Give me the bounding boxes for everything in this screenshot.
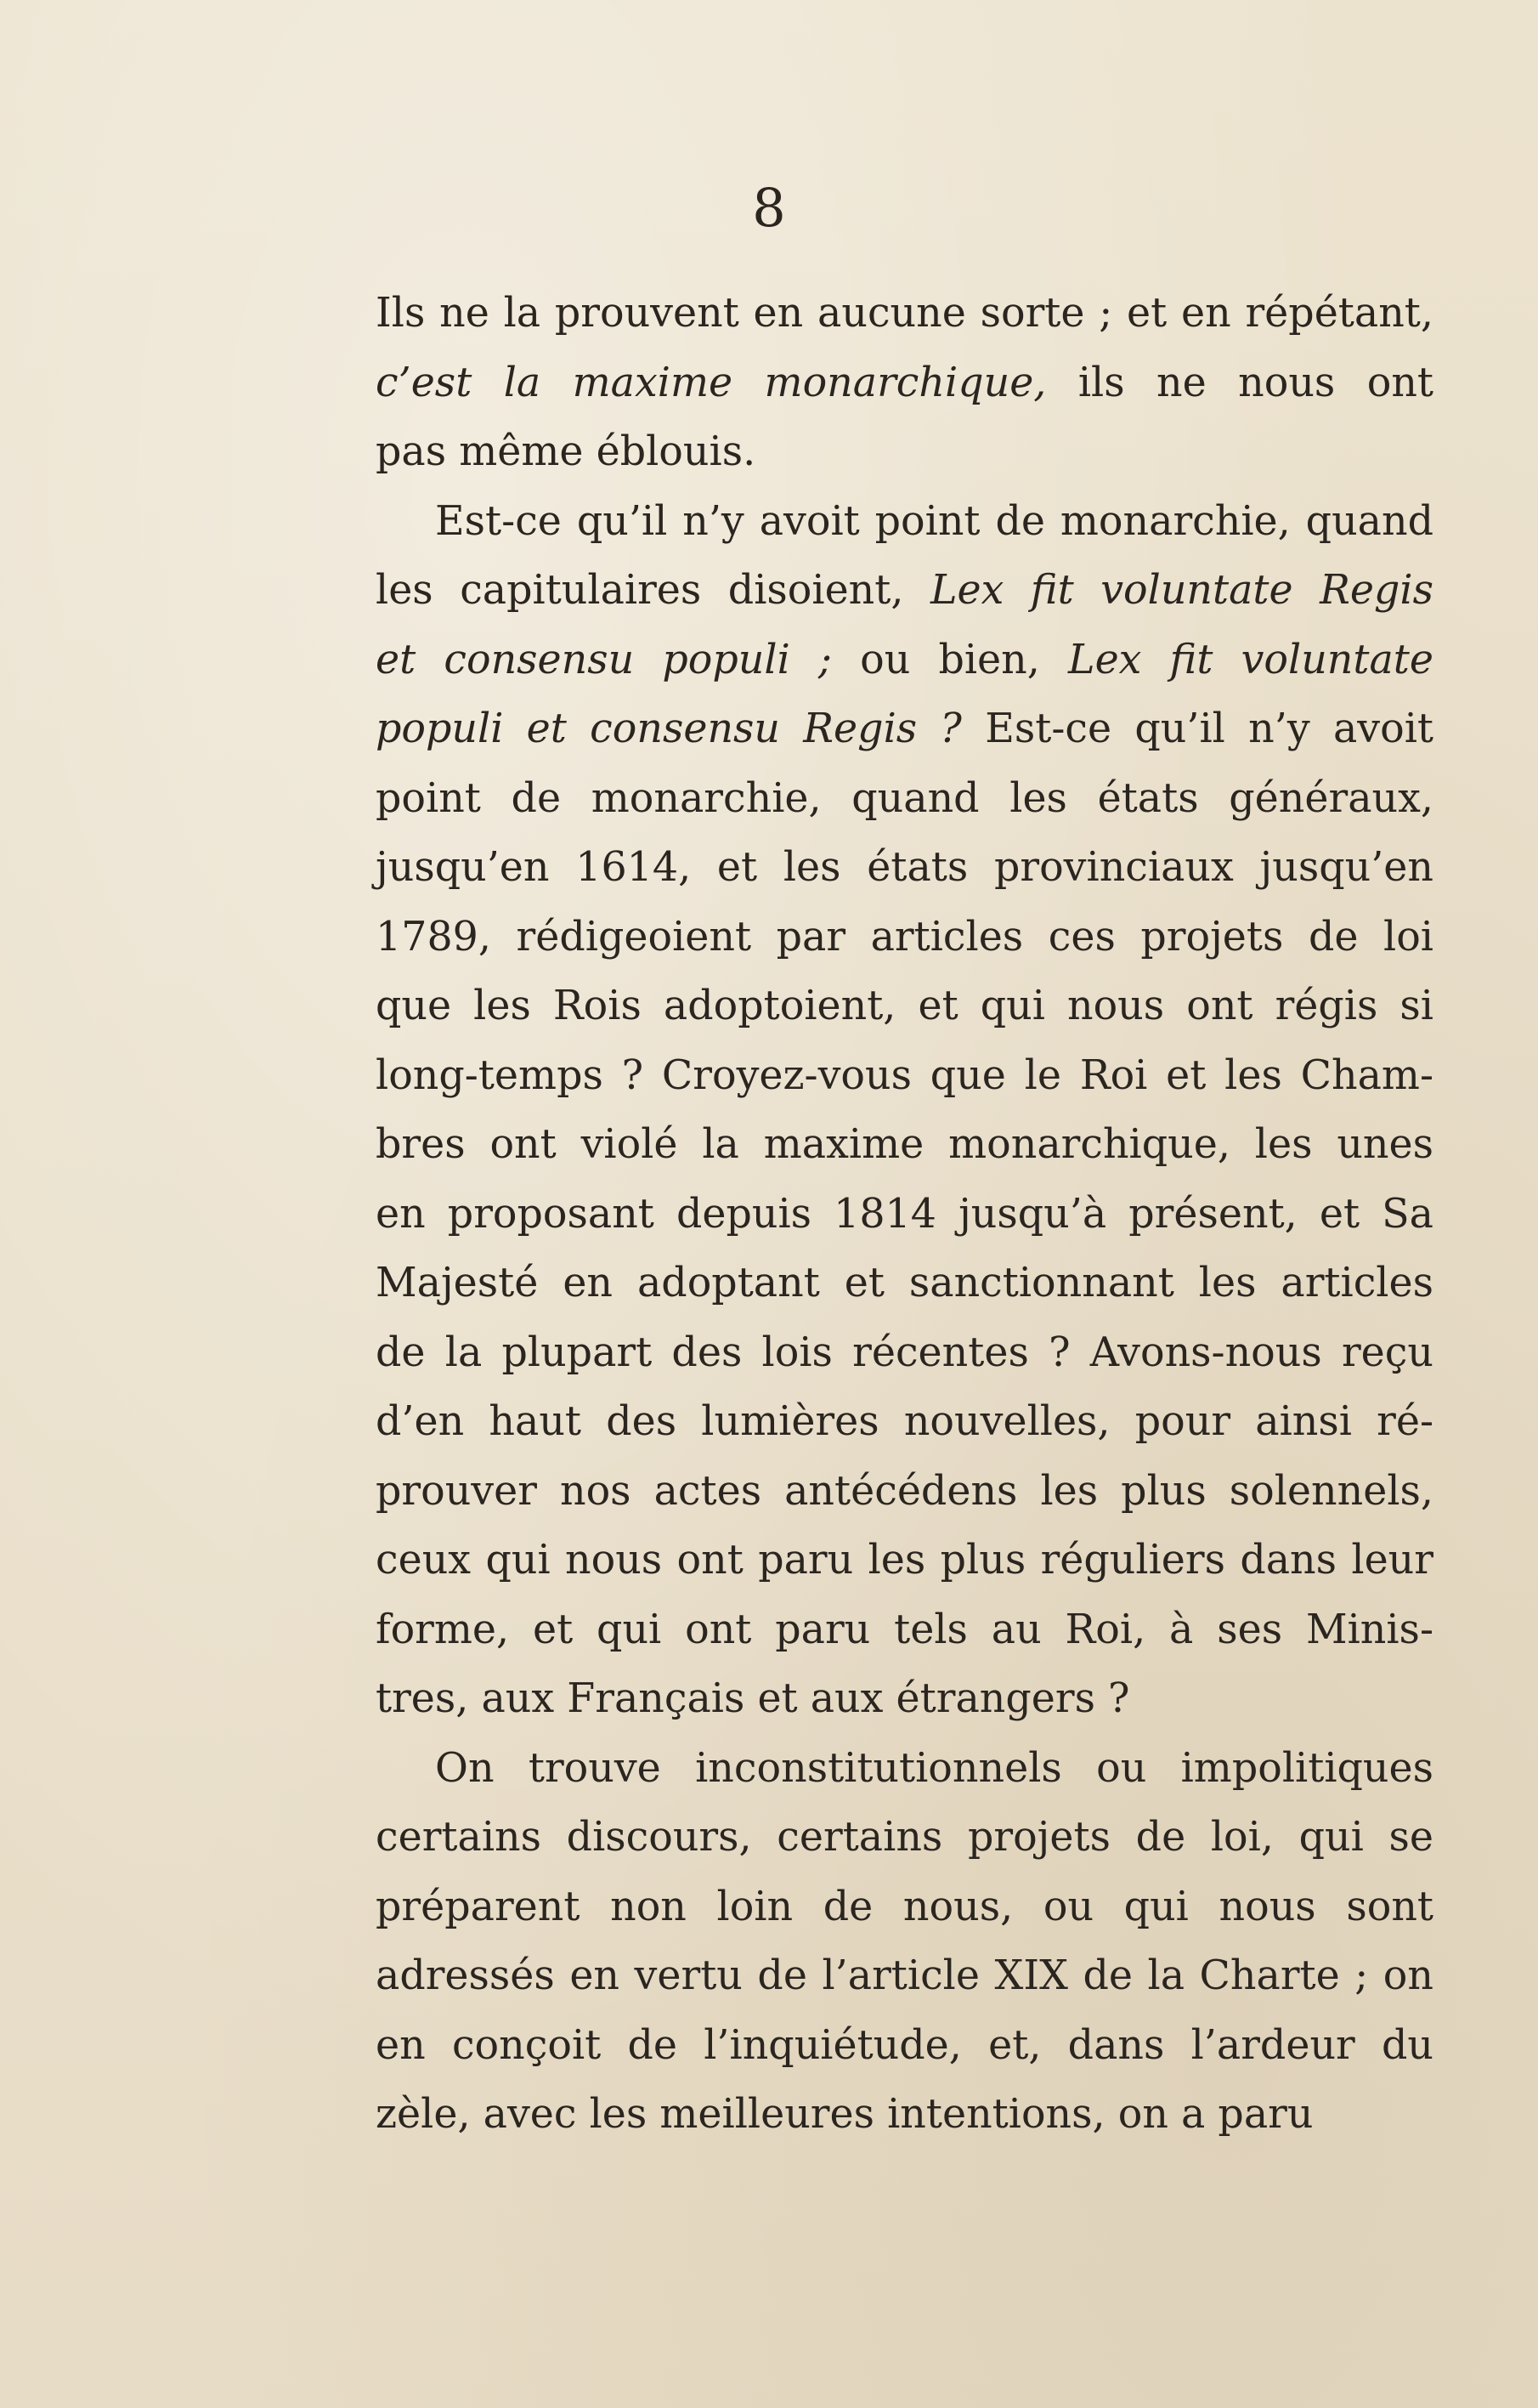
text-segment: On trouve inconstitutionnels ou impolitiques	[435, 1744, 1433, 1792]
text-segment: Est-ce qu’il n’y avoit	[961, 705, 1433, 752]
text-segment: adressés en vertu de l’article XIX de la Charte ; on	[376, 1952, 1433, 1999]
text-segment: certains discours, certains projets de loi, qui se	[376, 1814, 1433, 1861]
text-segment: les capitulaires disoient,	[376, 567, 930, 614]
text-segment: forme, et qui ont paru tels au Roi, à ses Minis-	[376, 1606, 1433, 1653]
text-line	[376, 1110, 1433, 1180]
text-segment: 1789, rédigeoient par articles ces projets de loi	[376, 913, 1433, 960]
text-segment: Est-ce qu’il n’y avoit point de monarchie, quand	[435, 497, 1433, 545]
text-line	[376, 487, 1433, 557]
text-segment: préparent non loin de nous, ou qui nous sont	[376, 1883, 1433, 1930]
italic-text-segment: populi et consensu Regis ?	[376, 705, 962, 752]
text-segment: pas même éblouis.	[376, 428, 756, 475]
text-line	[376, 417, 1433, 487]
text-segment: ou bien,	[831, 636, 1069, 683]
text-line	[376, 2011, 1433, 2081]
text-segment: point de monarchie, quand les états généraux,	[376, 774, 1433, 822]
text-line	[376, 279, 1433, 348]
text-line	[376, 348, 1433, 418]
text-line	[376, 626, 1433, 695]
text-segment: bres ont violé la maxime monarchique, les unes	[376, 1121, 1433, 1168]
text-line	[376, 1941, 1433, 2011]
text-line	[376, 833, 1433, 903]
text-segment: de la plupart des lois récentes ? Avons-nous reçu	[376, 1329, 1433, 1376]
text-segment: ils ne nous ont	[1046, 359, 1433, 406]
text-segment: tres, aux Français et aux étrangers ?	[376, 1675, 1130, 1722]
text-line	[376, 1249, 1433, 1318]
text-line	[376, 1664, 1433, 1734]
text-line	[376, 1526, 1433, 1595]
italic-text-segment: et consensu populi ;	[376, 636, 832, 683]
text-line	[376, 1803, 1433, 1873]
text-line	[376, 1734, 1433, 1804]
italic-text-segment: Lex fit voluntate Regis	[930, 567, 1433, 614]
text-segment: en conçoit de l’inquiétude, et, dans l’ardeur du	[376, 2021, 1433, 2069]
text-line	[376, 2080, 1433, 2150]
text-segment: prouver nos actes antécédens les plus solennels,	[376, 1467, 1433, 1515]
text-segment: ceux qui nous ont paru les plus réguliers dans leur	[376, 1537, 1433, 1584]
text-segment: Ils ne la prouvent en aucune sorte ; et en répétant,	[376, 290, 1433, 337]
text-line	[376, 764, 1433, 834]
text-line	[376, 1873, 1433, 1942]
italic-text-segment: Lex fit voluntate	[1068, 636, 1433, 683]
text-line	[376, 1318, 1433, 1388]
text-segment: zèle, avec les meilleures intentions, on a paru	[376, 2091, 1314, 2138]
text-segment: Majesté en adoptant et sanctionnant les articles	[376, 1260, 1433, 1306]
text-line	[376, 1387, 1433, 1457]
text-line	[376, 1041, 1433, 1111]
text-segment: en proposant depuis 1814 jusqu’à présent, et Sa	[376, 1190, 1433, 1238]
text-segment: que les Rois adoptoient, et qui nous ont régis si	[376, 983, 1433, 1029]
body-text	[376, 279, 1433, 2150]
text-segment: d’en haut des lumières nouvelles, pour ainsi ré-	[376, 1398, 1433, 1445]
text-line	[376, 1180, 1433, 1249]
text-line	[376, 972, 1433, 1041]
text-line	[376, 1595, 1433, 1665]
text-line	[376, 903, 1433, 972]
text-segment: long-temps ? Croyez-vous que le Roi et les Cham-	[376, 1051, 1433, 1099]
text-line	[376, 1457, 1433, 1527]
text-line	[376, 694, 1433, 764]
text-segment: jusqu’en 1614, et les états provinciaux jusqu’en	[376, 844, 1433, 891]
text-line	[376, 556, 1433, 626]
page-number: 8	[752, 177, 786, 239]
italic-text-segment: c’est la maxime monarchique,	[376, 359, 1047, 406]
